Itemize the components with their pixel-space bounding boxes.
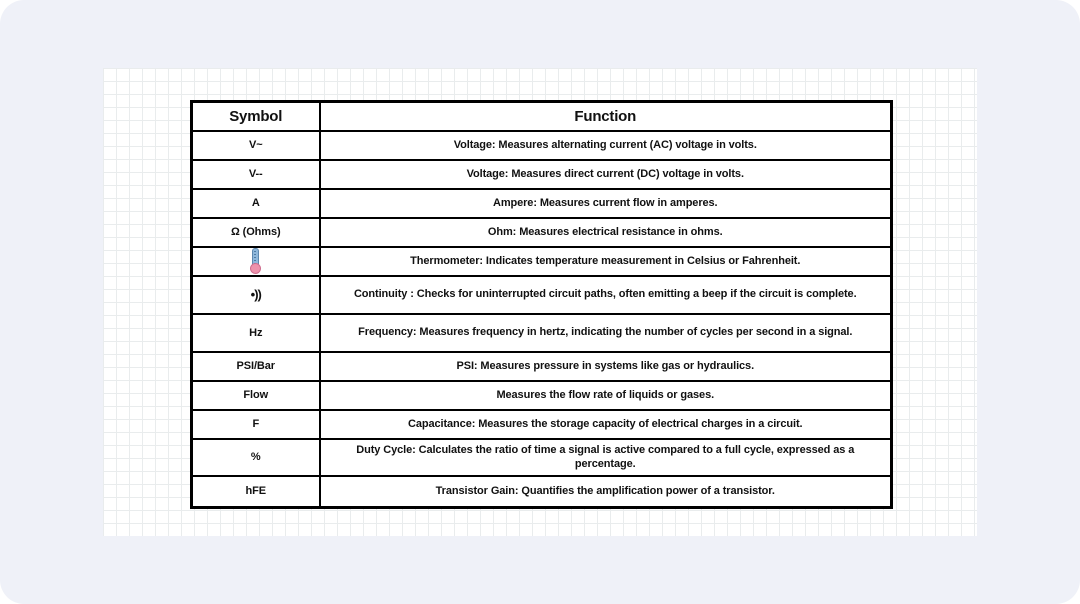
header-row — [192, 102, 892, 131]
table-row — [192, 131, 892, 160]
function-text: Ampere: Measures current flow in amperes. — [492, 196, 718, 209]
table-row — [192, 247, 892, 276]
symbol-cell — [192, 160, 320, 189]
function-cell — [320, 247, 892, 276]
symbol-label: V-- — [248, 168, 263, 180]
symbol-label: hFE — [245, 485, 266, 498]
function-cell — [320, 218, 892, 247]
function-text: Ohm: Measures electrical resistance in ohms. — [487, 225, 723, 238]
symbol-cell — [192, 381, 320, 410]
function-cell — [320, 276, 892, 314]
symbol-cell — [192, 439, 320, 477]
function-text: Transistor Gain: Quantifies the amplification power of a transistor. — [435, 485, 775, 498]
function-cell — [320, 381, 892, 410]
thermometer-icon — [250, 248, 261, 274]
symbol-cell — [192, 410, 320, 439]
function-cell — [320, 352, 892, 381]
table-row — [192, 439, 892, 477]
function-cell — [320, 189, 892, 218]
symbol-cell — [192, 218, 320, 247]
function-cell — [320, 131, 892, 160]
symbol-label: Ω (Ohms) — [230, 226, 281, 238]
function-cell — [320, 314, 892, 352]
symbol-label: V~ — [248, 139, 263, 151]
function-text: Thermometer: Indicates temperature measurement in Celsius or Fahrenheit. — [410, 254, 801, 267]
function-cell — [320, 410, 892, 439]
symbol-cell — [192, 189, 320, 218]
function-text: Continuity : Checks for uninterrupted circuit paths, often emitting a beep if the circuit is complete. — [353, 288, 857, 301]
symbol-table-body — [192, 131, 892, 508]
continuity-icon: •)) — [250, 287, 261, 302]
symbol-column-header: Symbol — [192, 102, 320, 131]
table-row — [192, 218, 892, 247]
function-text: Capacitance: Measures the storage capacity of electrical charges in a circuit. — [408, 417, 803, 430]
function-text: Frequency: Measures frequency in hertz, indicating the number of cycles per second in a signal. — [358, 326, 853, 339]
function-text: Measures the flow rate of liquids or gases. — [496, 388, 715, 401]
table-row — [192, 314, 892, 352]
table-row — [192, 276, 892, 314]
symbol-label: PSI/Bar — [236, 360, 275, 372]
function-text: Voltage: Measures direct current (DC) voltage in volts. — [466, 167, 744, 180]
table-row — [192, 410, 892, 439]
table-row — [192, 352, 892, 381]
symbol-cell — [192, 476, 320, 507]
symbol-cell — [192, 131, 320, 160]
symbol-label: F — [252, 418, 260, 430]
function-text: Duty Cycle: Calculates the ratio of time a signal is active compared to a full cycle, expressed as a percentage. — [356, 443, 855, 471]
symbol-cell — [192, 314, 320, 352]
function-text: PSI: Measures pressure in systems like gas or hydraulics. — [456, 359, 755, 372]
symbol-label: Hz — [249, 326, 263, 339]
symbol-cell — [192, 276, 320, 314]
table-row — [192, 160, 892, 189]
function-cell — [320, 439, 892, 477]
symbol-label: % — [250, 451, 261, 464]
symbol-function-table — [190, 100, 893, 509]
function-cell — [320, 476, 892, 507]
grid-canvas — [103, 68, 977, 536]
symbol-cell — [192, 352, 320, 381]
function-cell — [320, 160, 892, 189]
symbol-label: Flow — [243, 389, 269, 401]
thermometer-bulb — [250, 263, 261, 274]
table-row — [192, 189, 892, 218]
symbol-label: A — [251, 197, 260, 209]
function-column-header: Function — [320, 102, 892, 131]
symbol-cell — [192, 247, 320, 276]
table-row — [192, 381, 892, 410]
table-header — [192, 102, 892, 131]
function-text: Voltage: Measures alternating current (AC) voltage in volts. — [453, 138, 757, 151]
table-row — [192, 476, 892, 507]
